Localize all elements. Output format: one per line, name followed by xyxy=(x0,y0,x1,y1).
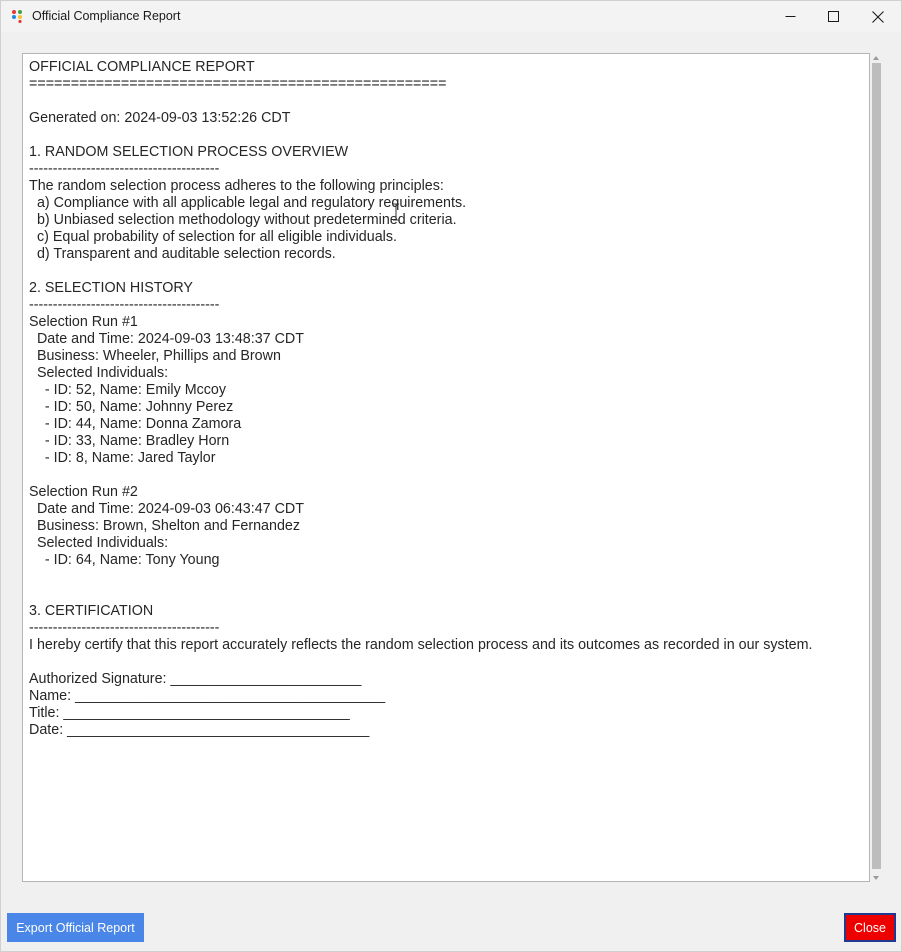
scroll-down-arrow-icon[interactable] xyxy=(872,874,880,882)
text-cursor-icon xyxy=(392,203,400,221)
report-textarea[interactable] xyxy=(22,53,870,882)
minimize-icon xyxy=(785,11,796,22)
minimize-button[interactable] xyxy=(767,1,813,32)
close-window-button[interactable] xyxy=(855,1,901,32)
scrollbar-thumb[interactable] xyxy=(872,63,881,869)
maximize-icon xyxy=(828,11,839,22)
close-icon xyxy=(872,11,884,23)
maximize-button[interactable] xyxy=(810,1,856,32)
export-official-report-button[interactable]: Export Official Report xyxy=(7,913,144,942)
window-title: Official Compliance Report xyxy=(32,9,181,23)
scroll-up-arrow-icon[interactable] xyxy=(872,54,880,62)
report-text: OFFICIAL COMPLIANCE REPORT ================================================== Generated on: 2024-09-03 13:52:26 CDT 1. RANDOM SELECTION PROCESS OVERVIEW ---------------------------------------- The random selection process adheres to the following principles: a) Compliance with all applicable legal and regulatory requirements. b) Unbiased selection methodology without predetermined criteria. c) Equal probability of selection for all eligible individuals. d) Transparent and auditable selection records. 2. SELECTION HISTORY ---------------------------------------- Selection Run #1 Date and Time: 2024-09-03 13:48:37 CDT Business: Wheeler, Phillips and Brown Selected Individuals: - ID: 52, Name: Emily Mccoy - ID: 50, Name: Johnny Perez - ID: 44, Name: Donna Zamora - ID: 33, Name: Bradley Horn - ID: 8, Name: Jared Taylor Selection Run #2 Date and Time: 2024-09-03 06:43:47 CDT Business: Brown, Shelton and Fernandez Selected Individuals: - ID: 64, Name: Tony Young 3. CERTIFICATION ---------------------------------------- I hereby certify that this report accurately reflects the random selection process and its outcomes as recorded in our system. Authorized Signature: ________________________ Name: _______________________________________ Title: ____________________________________ Date: ______________________________________ xyxy=(29,59,813,738)
app-dots-icon xyxy=(11,9,25,23)
vertical-scrollbar[interactable] xyxy=(870,53,882,882)
title-bar xyxy=(1,1,901,32)
content-area xyxy=(1,32,901,951)
close-button[interactable]: Close xyxy=(844,913,896,942)
